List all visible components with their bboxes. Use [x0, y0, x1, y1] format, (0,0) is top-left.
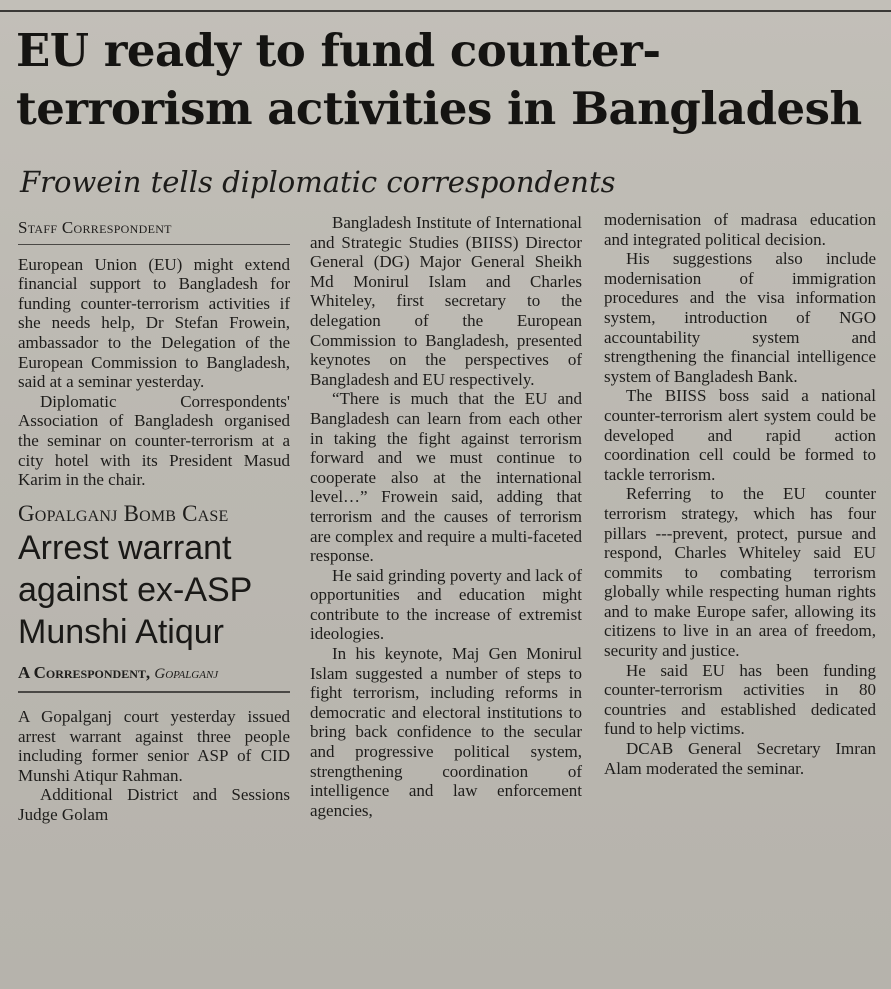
column-3 — [604, 210, 876, 778]
sidebar-rule — [18, 691, 290, 693]
sidebar-kicker: Gopalganj Bomb Case — [18, 500, 229, 526]
paragraph: Diplomatic Correspondents' Association of Bangladesh organised the seminar on counter-terrorism at a city hotel with its President Masud Karim in the chair. — [18, 391, 290, 490]
sidebar-byline — [18, 663, 290, 685]
sidebar-paragraph: Additional District and Sessions Judge Golam — [18, 785, 290, 824]
paragraph: Referring to the EU counter terrorism strategy, which has four pillars ---prevent, protect, pursue and respond, Charles Whiteley said EU commits to combating terrorism globally while respecting human rights and to make Europe safer, allowing its citizens to live in an area of freedom, security and justice. — [604, 484, 876, 661]
sidebar-paragraph: A Gopalganj court yesterday issued arrest warrant against three people including former senior ASP of CID Munshi Atiqur Rahman. — [18, 706, 290, 785]
paragraph: The BIISS boss said a national counter-terrorism alert system could be developed and rapid action coordination cell could be formed to tackle terrorism. — [604, 386, 876, 484]
column-2 — [310, 213, 582, 820]
top-rule — [0, 10, 891, 12]
byline-rule — [18, 244, 290, 245]
paragraph: His suggestions also include modernisation of immigration procedures and the visa information system, introduction of NGO accountability system and strengthening the financial intelligence system of Bangladesh Bank. — [604, 249, 876, 386]
paragraph: DCAB General Secretary Imran Alam moderated the seminar. — [604, 739, 876, 778]
show-through-text — [0, 146, 891, 160]
paragraph: European Union (EU) might extend financial support to Bangladesh for funding counter-terrorism activities if she needs help, Dr Stefan Frowein, ambassador to the Delegation of the European Commission to Bangladesh, said at a seminar yesterday. — [18, 254, 290, 392]
subhead: Frowein tells diplomatic correspondents — [20, 165, 616, 199]
paragraph: Bangladesh Institute of International and Strategic Studies (BIISS) Director General (DG) Major General Sheikh Md Monirul Islam and Charles Whiteley, first secretary to the delegation of the European Commission to Bangladesh, presented keynotes on the perspectives of Bangladesh and EU respectively. — [310, 213, 582, 389]
column-1 — [18, 210, 290, 824]
sidebar-byline-name: A Correspondent, — [18, 663, 151, 683]
paragraph: In his keynote, Maj Gen Monirul Islam suggested a number of steps to fight terrorism, including reforms in democratic and electoral institutions to bring back confidence to the secular and progressive political system, strengthening coordination of intelligence and law enforcement agencies, — [310, 644, 582, 820]
paragraph: “There is much that the EU and Bangladesh can learn from each other in taking the fight against terrorism forward and we must continue to cooperate also at the international level…” Frowein said, adding that terrorism and the causes of terrorism are complex and require a multi-faceted response. — [310, 389, 582, 566]
byline: Staff Correspondent — [18, 218, 172, 237]
sidebar-headline: Arrest warrant against ex-ASP Munshi Atiqur — [18, 529, 252, 652]
paragraph: modernisation of madrasa education and integrated political decision. — [604, 210, 876, 249]
paragraph: He said grinding poverty and lack of opportunities and education might contribute to the increase of extremist ideologies. — [310, 565, 582, 644]
paragraph: He said EU has been funding counter-terrorism activities in 80 countries and established dedicated fund to help victims. — [604, 660, 876, 739]
sidebar-byline-place: Gopalganj — [154, 666, 219, 683]
headline: EU ready to fund counter-terrorism activities in Bangladesh — [16, 24, 862, 135]
